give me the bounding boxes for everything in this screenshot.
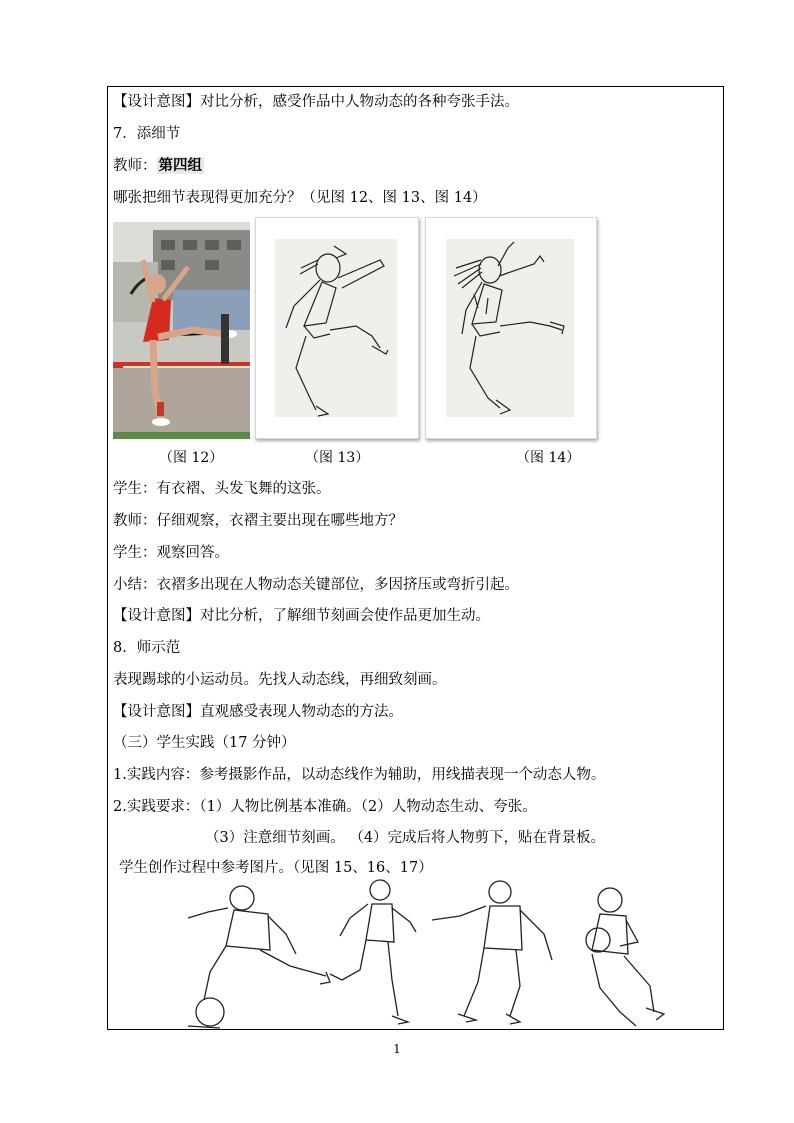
practice-requirements-line-2: （3）注意细节刻画。 （4）完成后将人物剪下，贴在背景板。 (205, 830, 606, 846)
question-line: 哪张把细节表现得更加充分？（见图 12、图 13、图 14） (113, 190, 487, 206)
figure-13-sketch (255, 217, 419, 439)
demo-line: 表现踢球的小运动员。先找人动态线，再细致刻画。 (113, 672, 447, 688)
student-answer-line: 学生：有衣褶、头发飞舞的这张。 (113, 481, 331, 497)
teacher-line-group4 (113, 156, 204, 176)
summary-line: 小结：衣褶多出现在人物动态关键部位，多因挤压或弯折引起。 (113, 577, 519, 593)
practice-heading: （三）学生实践（17 分钟） (113, 735, 296, 751)
page-number: 1 (393, 1042, 401, 1056)
figure-14-caption: （图 14） (516, 450, 581, 466)
figure-14-sketch (425, 217, 597, 439)
teacher-question-line: 教师：仔细观察，衣褶主要出现在哪些地方？ (113, 513, 403, 529)
practice-content-line: 1.实践内容：参考摄影作品，以动态线作为辅助，用线描表现一个动态人物。 (113, 767, 606, 783)
design-intent-1: 【设计意图】对比分析，感受作品中人物动态的各种夸张手法。 (113, 94, 519, 110)
student-observe-line: 学生：观察回答。 (113, 545, 229, 561)
section-7-heading: 7．添细节 (113, 126, 181, 142)
figure-12-caption: （图 12） (159, 450, 224, 466)
reference-athlete-sketches (180, 876, 700, 1036)
design-intent-3: 【设计意图】直观感受表现人物动态的方法。 (113, 704, 403, 720)
section-8-heading: 8．师示范 (113, 640, 181, 656)
teacher-label: 教师： (113, 158, 157, 174)
design-intent-2: 【设计意图】对比分析，了解细节刻画会使作品更加生动。 (113, 608, 490, 624)
practice-requirements-line: 2.实践要求：（1）人物比例基本准确。（2）人物动态生动、夸张。 (113, 799, 537, 815)
reference-images-line: 学生创作过程中参考图片。（见图 15、16、17） (119, 860, 433, 876)
group-four-label: 第四组 (158, 157, 202, 174)
figure-12-photo (113, 222, 250, 439)
figure-13-caption: （图 13） (305, 450, 370, 466)
